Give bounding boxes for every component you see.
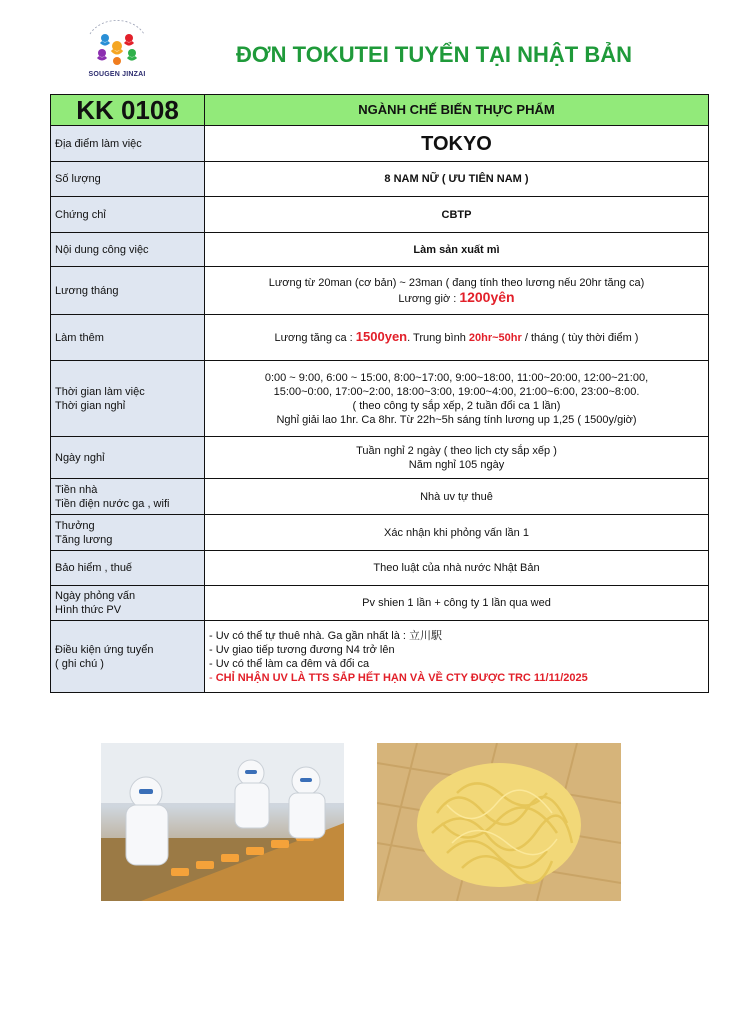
table-header-row bbox=[51, 95, 709, 126]
interview-type-label: Hình thức PV bbox=[55, 604, 122, 616]
table-row bbox=[51, 233, 709, 267]
factory-workers-photo bbox=[101, 743, 344, 901]
row-label: Làm thêm bbox=[51, 315, 205, 361]
logo-people-icon bbox=[72, 20, 162, 72]
row-label bbox=[51, 621, 205, 693]
salary-hourly-label: Lương giờ : bbox=[398, 292, 460, 305]
schedule-label: Thời gian làm việc bbox=[55, 385, 145, 398]
page-title: ĐƠN TOKUTEI TUYỂN TẠI NHẬT BẢN bbox=[236, 42, 633, 67]
overtime-value bbox=[205, 315, 709, 361]
table-row bbox=[51, 361, 709, 437]
job-table bbox=[50, 94, 709, 693]
table-row bbox=[51, 126, 709, 162]
row-label: Địa điểm làm việc bbox=[51, 126, 205, 162]
condition-bullet: - bbox=[209, 671, 216, 684]
utilities-label: Tiền điện nước ga , wifi bbox=[55, 497, 170, 510]
overtime-rate: 1500yen bbox=[355, 329, 408, 344]
table-row bbox=[51, 551, 709, 586]
table-row bbox=[51, 197, 709, 233]
conditions-label: Điều kiện ứng tuyển bbox=[55, 643, 154, 656]
work-value: Làm sản xuất mì bbox=[205, 233, 709, 267]
table-row bbox=[51, 437, 709, 479]
overtime-suffix: / tháng ( tùy thời điểm ) bbox=[521, 332, 639, 344]
table-row bbox=[51, 586, 709, 621]
job-code: KK 0108 bbox=[51, 95, 205, 126]
row-label: Bảo hiểm , thuế bbox=[51, 551, 205, 586]
holidays-weekly: Tuần nghỉ 2 ngày ( theo lịch cty sắp xếp ) bbox=[356, 444, 557, 457]
noodles-photo bbox=[377, 743, 621, 901]
schedule-line: 0:00 ~ 9:00, 6:00 ~ 15:00, 8:00~17:00, 9:00~18:00, 11:00~20:00, 12:00~21:00, bbox=[264, 371, 649, 384]
insurance-value: Theo luật của nhà nước Nhật Bản bbox=[205, 551, 709, 586]
condition-highlight-text: CHỈ NHẬN UV LÀ TTS SẮP HẾT HẠN VÀ VỀ CTY ĐƯỢC TRC 11/11/2025 bbox=[215, 671, 588, 684]
holidays-yearly: Năm nghỉ 105 ngày bbox=[408, 458, 505, 471]
row-label bbox=[51, 361, 205, 437]
bonus-label: Thưởng bbox=[55, 519, 95, 532]
certificate-value: CBTP bbox=[205, 197, 709, 233]
row-label: Chứng chỉ bbox=[51, 197, 205, 233]
location-value: TOKYO bbox=[205, 126, 709, 162]
salary-hourly-value: 1200yên bbox=[459, 288, 515, 305]
job-sector: NGÀNH CHẾ BIẾN THỰC PHẨM bbox=[205, 95, 709, 126]
raise-label: Tăng lương bbox=[55, 533, 113, 546]
table-row bbox=[51, 315, 709, 361]
housing-value: Nhà uv tự thuê bbox=[205, 479, 709, 515]
table-row bbox=[51, 162, 709, 197]
table-row bbox=[51, 479, 709, 515]
quantity-value: 8 NAM NỮ ( ƯU TIÊN NAM ) bbox=[205, 162, 709, 197]
break-label: Thời gian nghỉ bbox=[55, 399, 126, 412]
condition-item: - Uv có thể tự thuê nhà. Ga gần nhất là : 立川駅 bbox=[209, 629, 442, 642]
housing-label: Tiền nhà bbox=[55, 483, 98, 496]
row-label bbox=[51, 479, 205, 515]
condition-item: - Uv có thể làm ca đêm và đổi ca bbox=[209, 657, 370, 670]
overtime-hours: 20hr~50hr bbox=[468, 332, 522, 344]
company-logo bbox=[72, 20, 162, 82]
row-label: Số lượng bbox=[51, 162, 205, 197]
row-label: Nội dung công việc bbox=[51, 233, 205, 267]
logo-text: SOUGEN JINZAI bbox=[88, 71, 146, 78]
schedule-value bbox=[205, 361, 709, 437]
interview-value: Pv shien 1 lần + công ty 1 lần qua wed bbox=[205, 586, 709, 621]
condition-item-highlight bbox=[209, 671, 702, 685]
bonus-value: Xác nhận khi phỏng vấn lần 1 bbox=[205, 515, 709, 551]
row-label: Lương tháng bbox=[51, 267, 205, 315]
schedule-line: ( theo công ty sắp xếp, 2 tuần đổi ca 1 lần) bbox=[352, 399, 561, 412]
table-row bbox=[51, 621, 709, 693]
schedule-line: Nghỉ giải lao 1hr. Ca 8hr. Từ 22h~5h sáng tính lương up 1,25 ( 1500y/giờ) bbox=[276, 413, 637, 426]
schedule-line: 15:00~0:00, 17:00~2:00, 18:00~3:00, 19:00~4:00, 21:00~6:00, 23:00~8:00. bbox=[273, 385, 640, 398]
row-label: Ngày nghỉ bbox=[51, 437, 205, 479]
condition-item: - Uv giao tiếp tương đương N4 trở lên bbox=[209, 643, 395, 656]
row-label bbox=[51, 515, 205, 551]
table-row bbox=[51, 267, 709, 315]
row-label bbox=[51, 586, 205, 621]
overtime-prefix: Lương tăng ca : bbox=[274, 332, 356, 344]
conditions-note-label: ( ghi chú ) bbox=[55, 657, 104, 670]
table-row bbox=[51, 515, 709, 551]
interview-date-label: Ngày phỏng vấn bbox=[55, 590, 136, 602]
overtime-mid: . Trung bình bbox=[407, 332, 469, 344]
holidays-value bbox=[205, 437, 709, 479]
salary-hourly-line bbox=[211, 290, 702, 306]
page-header bbox=[0, 0, 753, 92]
salary-monthly: Lương từ 20man (cơ bản) ~ 23man ( đang tính theo lương nếu 20hr tăng ca) bbox=[268, 276, 645, 289]
conditions-value bbox=[205, 621, 709, 693]
salary-value bbox=[205, 267, 709, 315]
